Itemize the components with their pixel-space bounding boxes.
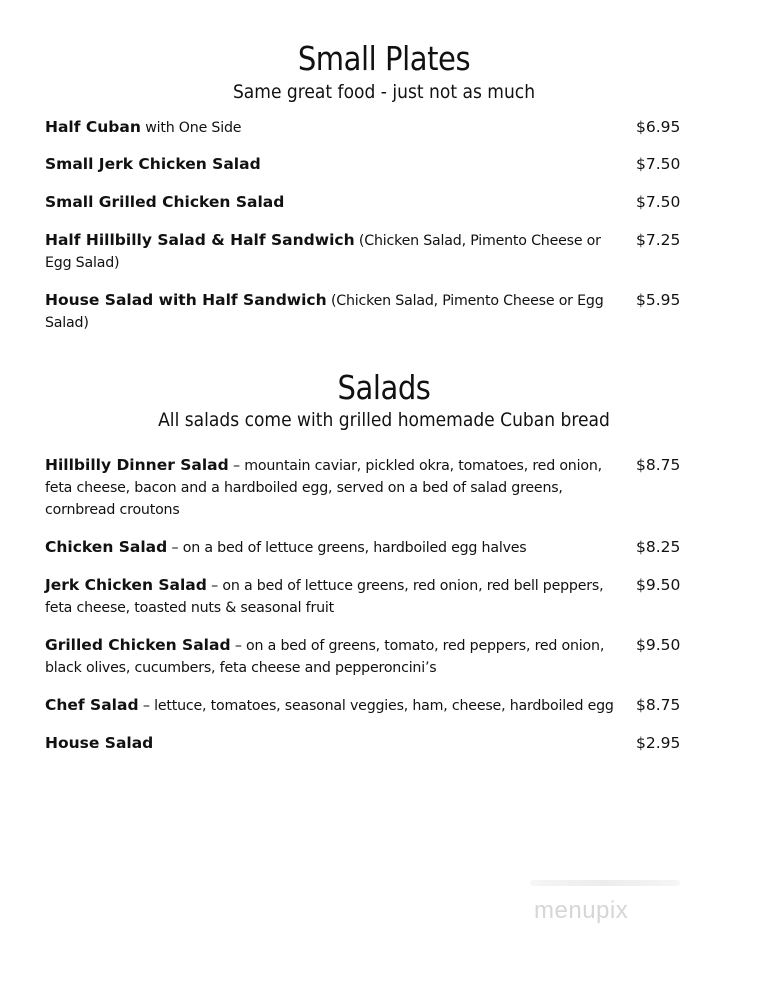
item-desc: – on a bed of lettuce greens, hardboiled egg halves: [167, 540, 527, 556]
menu-item: [45, 574, 625, 619]
item-desc: (Chicken Salad, Pimento Cheese or Egg Salad): [45, 233, 601, 271]
menu-item: [45, 536, 625, 559]
item-desc: – mountain caviar, pickled okra, tomatoes, red onion, feta cheese, bacon and a hardboiled egg, served on a bed of salad greens, cornbread croutons: [45, 458, 602, 518]
item-price: $7.25: [636, 231, 681, 249]
menu-item: [45, 153, 625, 176]
item-name: Half Hillbilly Salad & Half Sandwich: [45, 231, 355, 249]
watermark: menupix: [534, 897, 629, 924]
small-plates-title: Small Plates: [297, 39, 471, 78]
item-price: $9.50: [636, 576, 681, 594]
item-desc: (Chicken Salad, Pimento Cheese or Egg Salad): [45, 293, 604, 331]
item-price: $7.50: [636, 193, 681, 211]
item-name: Small Jerk Chicken Salad: [45, 155, 261, 173]
small-plates-subtitle: Same great food - just not as much: [232, 81, 536, 103]
salads-subtitle: All salads come with grilled homemade Cuban bread: [158, 409, 610, 431]
item-name: Chef Salad: [45, 696, 139, 714]
item-name: Chicken Salad: [45, 538, 168, 556]
item-name: House Salad: [45, 734, 154, 752]
menu-item: [45, 116, 625, 139]
item-price: $5.95: [636, 291, 681, 309]
item-name: Hillbilly Dinner Salad: [45, 456, 229, 474]
item-price: $6.95: [636, 118, 681, 136]
menu-item: [45, 289, 625, 334]
menu-item: [45, 229, 625, 274]
item-price: $9.50: [636, 636, 681, 654]
menu-item: [45, 732, 625, 755]
item-price: $8.75: [636, 696, 681, 714]
item-price: $2.95: [636, 734, 681, 752]
item-name: Half Cuban: [45, 118, 141, 136]
item-name: Small Grilled Chicken Salad: [45, 193, 285, 211]
menu-item: [45, 694, 625, 717]
item-desc: with One Side: [140, 120, 242, 136]
salads-title: Salads: [337, 368, 431, 407]
menu-item: [45, 634, 625, 679]
watermark-decoration: [530, 880, 680, 886]
menu-item: [45, 191, 625, 214]
item-desc: – lettuce, tomatoes, seasonal veggies, ham, cheese, hardboiled egg: [138, 698, 614, 714]
item-price: $7.50: [636, 155, 681, 173]
item-price: $8.25: [636, 538, 681, 556]
item-name: Grilled Chicken Salad: [45, 636, 231, 654]
item-desc: – on a bed of lettuce greens, red onion, red bell peppers, feta cheese, toasted nuts & seasonal fruit: [45, 578, 604, 616]
item-price: $8.75: [636, 456, 681, 474]
item-desc: – on a bed of greens, tomato, red peppers, red onion, black olives, cucumbers, feta cheese and pepperoncini’s: [45, 638, 605, 676]
menu-item: [45, 454, 625, 521]
item-name: Jerk Chicken Salad: [45, 576, 207, 594]
item-name: House Salad with Half Sandwich: [45, 291, 327, 309]
